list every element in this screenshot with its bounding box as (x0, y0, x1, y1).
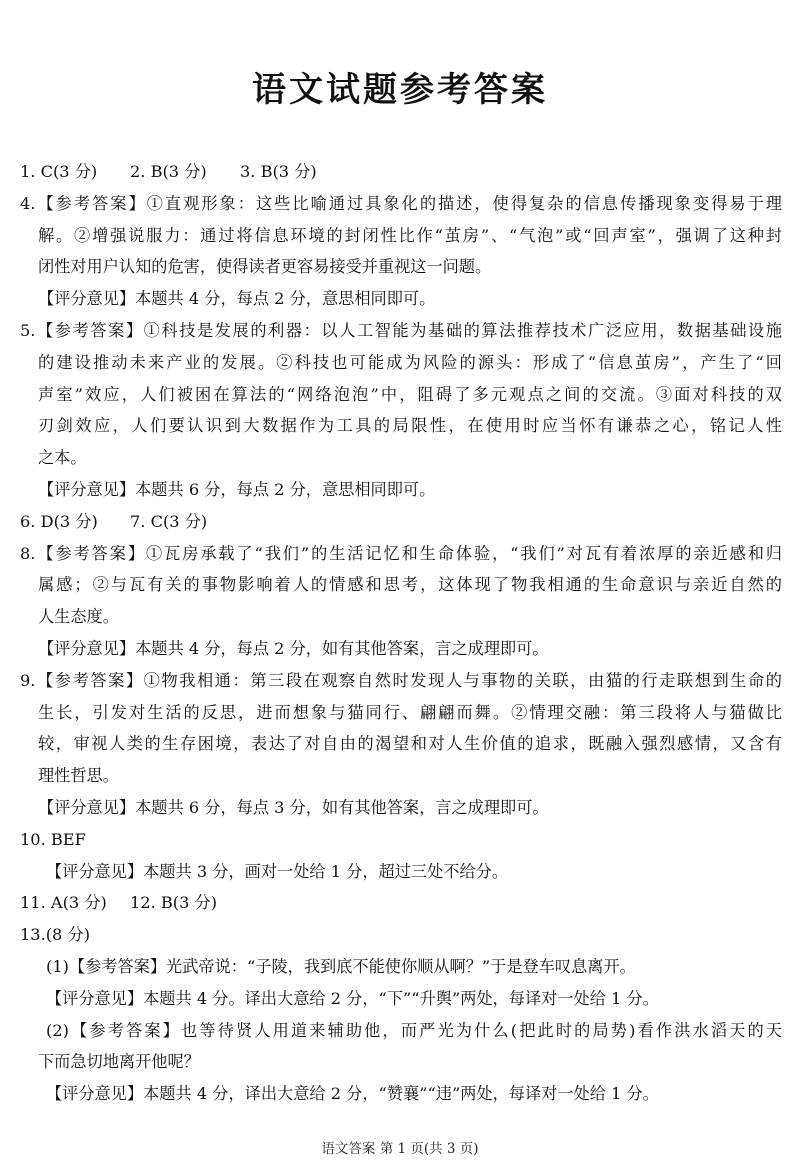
answer-line: 理性哲思。 (38, 766, 119, 786)
answer-line: 的建设推动未来产业的发展。②科技也可能成为风险的源头：形成了“信息茧房”，产生了“回 (38, 352, 782, 372)
score-note: 【评分意见】本题共 6 分，每点 2 分，意思相同即可。 (38, 479, 436, 499)
question-13 (20, 919, 782, 1110)
answer-6: 6. D(3 分) (20, 511, 98, 531)
answer-line: 闭性对用户认知的危害，使得读者更容易接受并重视这一问题。 (38, 257, 492, 277)
answer-11: 11. A(3 分) (20, 893, 107, 913)
answer-line: 解。②增强说服力：通过将信息环境的封闭性比作“茧房”、“气泡”或“回声室”，强调了这种封 (38, 225, 782, 245)
question-9 (20, 665, 782, 824)
answers-1-3 (20, 156, 782, 188)
answer-line: 属感；②与瓦有关的事物影响着人的情感和思考，这体现了物我相通的生命意识与亲近自然的 (38, 575, 782, 595)
question-5 (20, 315, 782, 506)
score-note: 【评分意见】本题共 6 分，每点 3 分，如有其他答案，言之成理即可。 (38, 797, 549, 817)
answers-11-12 (20, 887, 782, 919)
question-4 (20, 188, 782, 315)
question-10 (20, 824, 782, 888)
answer-line: 较，审视人类的生存困境，表达了对自由的渴望和对人生价值的追求，既融入强烈感情，又含有 (38, 734, 782, 754)
page-title: 语文试题参考答案 (252, 70, 548, 110)
answer-3: 3. B(3 分) (240, 162, 317, 181)
answer-line: 8.【参考答案】①瓦房承载了“我们”的生活记忆和生命体验，“我们”对瓦有着浓厚的亲近感和归 (20, 543, 782, 563)
answer-10: 10. BEF (20, 829, 86, 849)
answer-line: (1)【参考答案】光武帝说：“子陵，我到底不能使你顺从啊？”于是登车叹息离开。 (46, 956, 636, 976)
answer-12: 12. B(3 分) (130, 893, 218, 913)
answer-line: 9.【参考答案】①物我相通：第三段在观察自然时发现人与事物的关联，由猫的行走联想到生命的 (20, 670, 782, 690)
question-8 (20, 538, 782, 665)
score-note: 【评分意见】本题共 4 分，每点 2 分，如有其他答案，言之成理即可。 (38, 638, 549, 658)
answer-2: 2. B(3 分) (130, 162, 207, 181)
answer-7: 7. C(3 分) (130, 511, 208, 531)
page-footer: 语文答案 第 1 页(共 3 页) (321, 1141, 479, 1157)
answers-6-7 (20, 506, 782, 538)
score-note: 【评分意见】本题共 4 分。译出大意给 2 分，“下”“升舆”两处，每译对一处给 1 分。 (46, 988, 659, 1008)
question-13-header: 13.(8 分) (20, 925, 91, 945)
answer-line: 人生态度。 (38, 607, 119, 627)
answer-line: 生长，引发对生活的反思，进而想象与猫同行、翩翩而舞。②情理交融：第三段将人与猫做比 (38, 702, 782, 722)
answer-line: 4.【参考答案】①直观形象：这些比喻通过具象化的描述，使得复杂的信息传播现象变得易于理 (20, 193, 782, 213)
answer-line: (2)【参考答案】也等待贤人用道来辅助他，而严光为什么(把此时的局势)看作洪水滔天的天 (46, 1020, 782, 1040)
score-note: 【评分意见】本题共 4 分，每点 2 分，意思相同即可。 (38, 289, 436, 309)
answer-line: 声室”效应，人们被困在算法的“网络泡泡”中，阻碍了多元观点之间的交流。③面对科技的双 (38, 384, 782, 404)
score-note: 【评分意见】本题共 3 分，画对一处给 1 分，超过三处不给分。 (46, 861, 509, 881)
answer-1: 1. C(3 分) (20, 162, 98, 181)
answer-line: 下而急切地离开他呢？ (38, 1052, 200, 1072)
answer-content (20, 156, 782, 1110)
answer-line: 刃剑效应，人们要认识到大数据作为工具的局限性，在使用时应当怀有谦恭之心，铭记人性 (38, 416, 782, 436)
score-note: 【评分意见】本题共 4 分，译出大意给 2 分，“赞襄”“违”两处，每译对一处给 1 分。 (46, 1084, 659, 1104)
answer-line: 5.【参考答案】①科技是发展的利器：以人工智能为基础的算法推荐技术广泛应用，数据基础设施 (20, 320, 782, 340)
answer-line: 之本。 (38, 448, 87, 468)
